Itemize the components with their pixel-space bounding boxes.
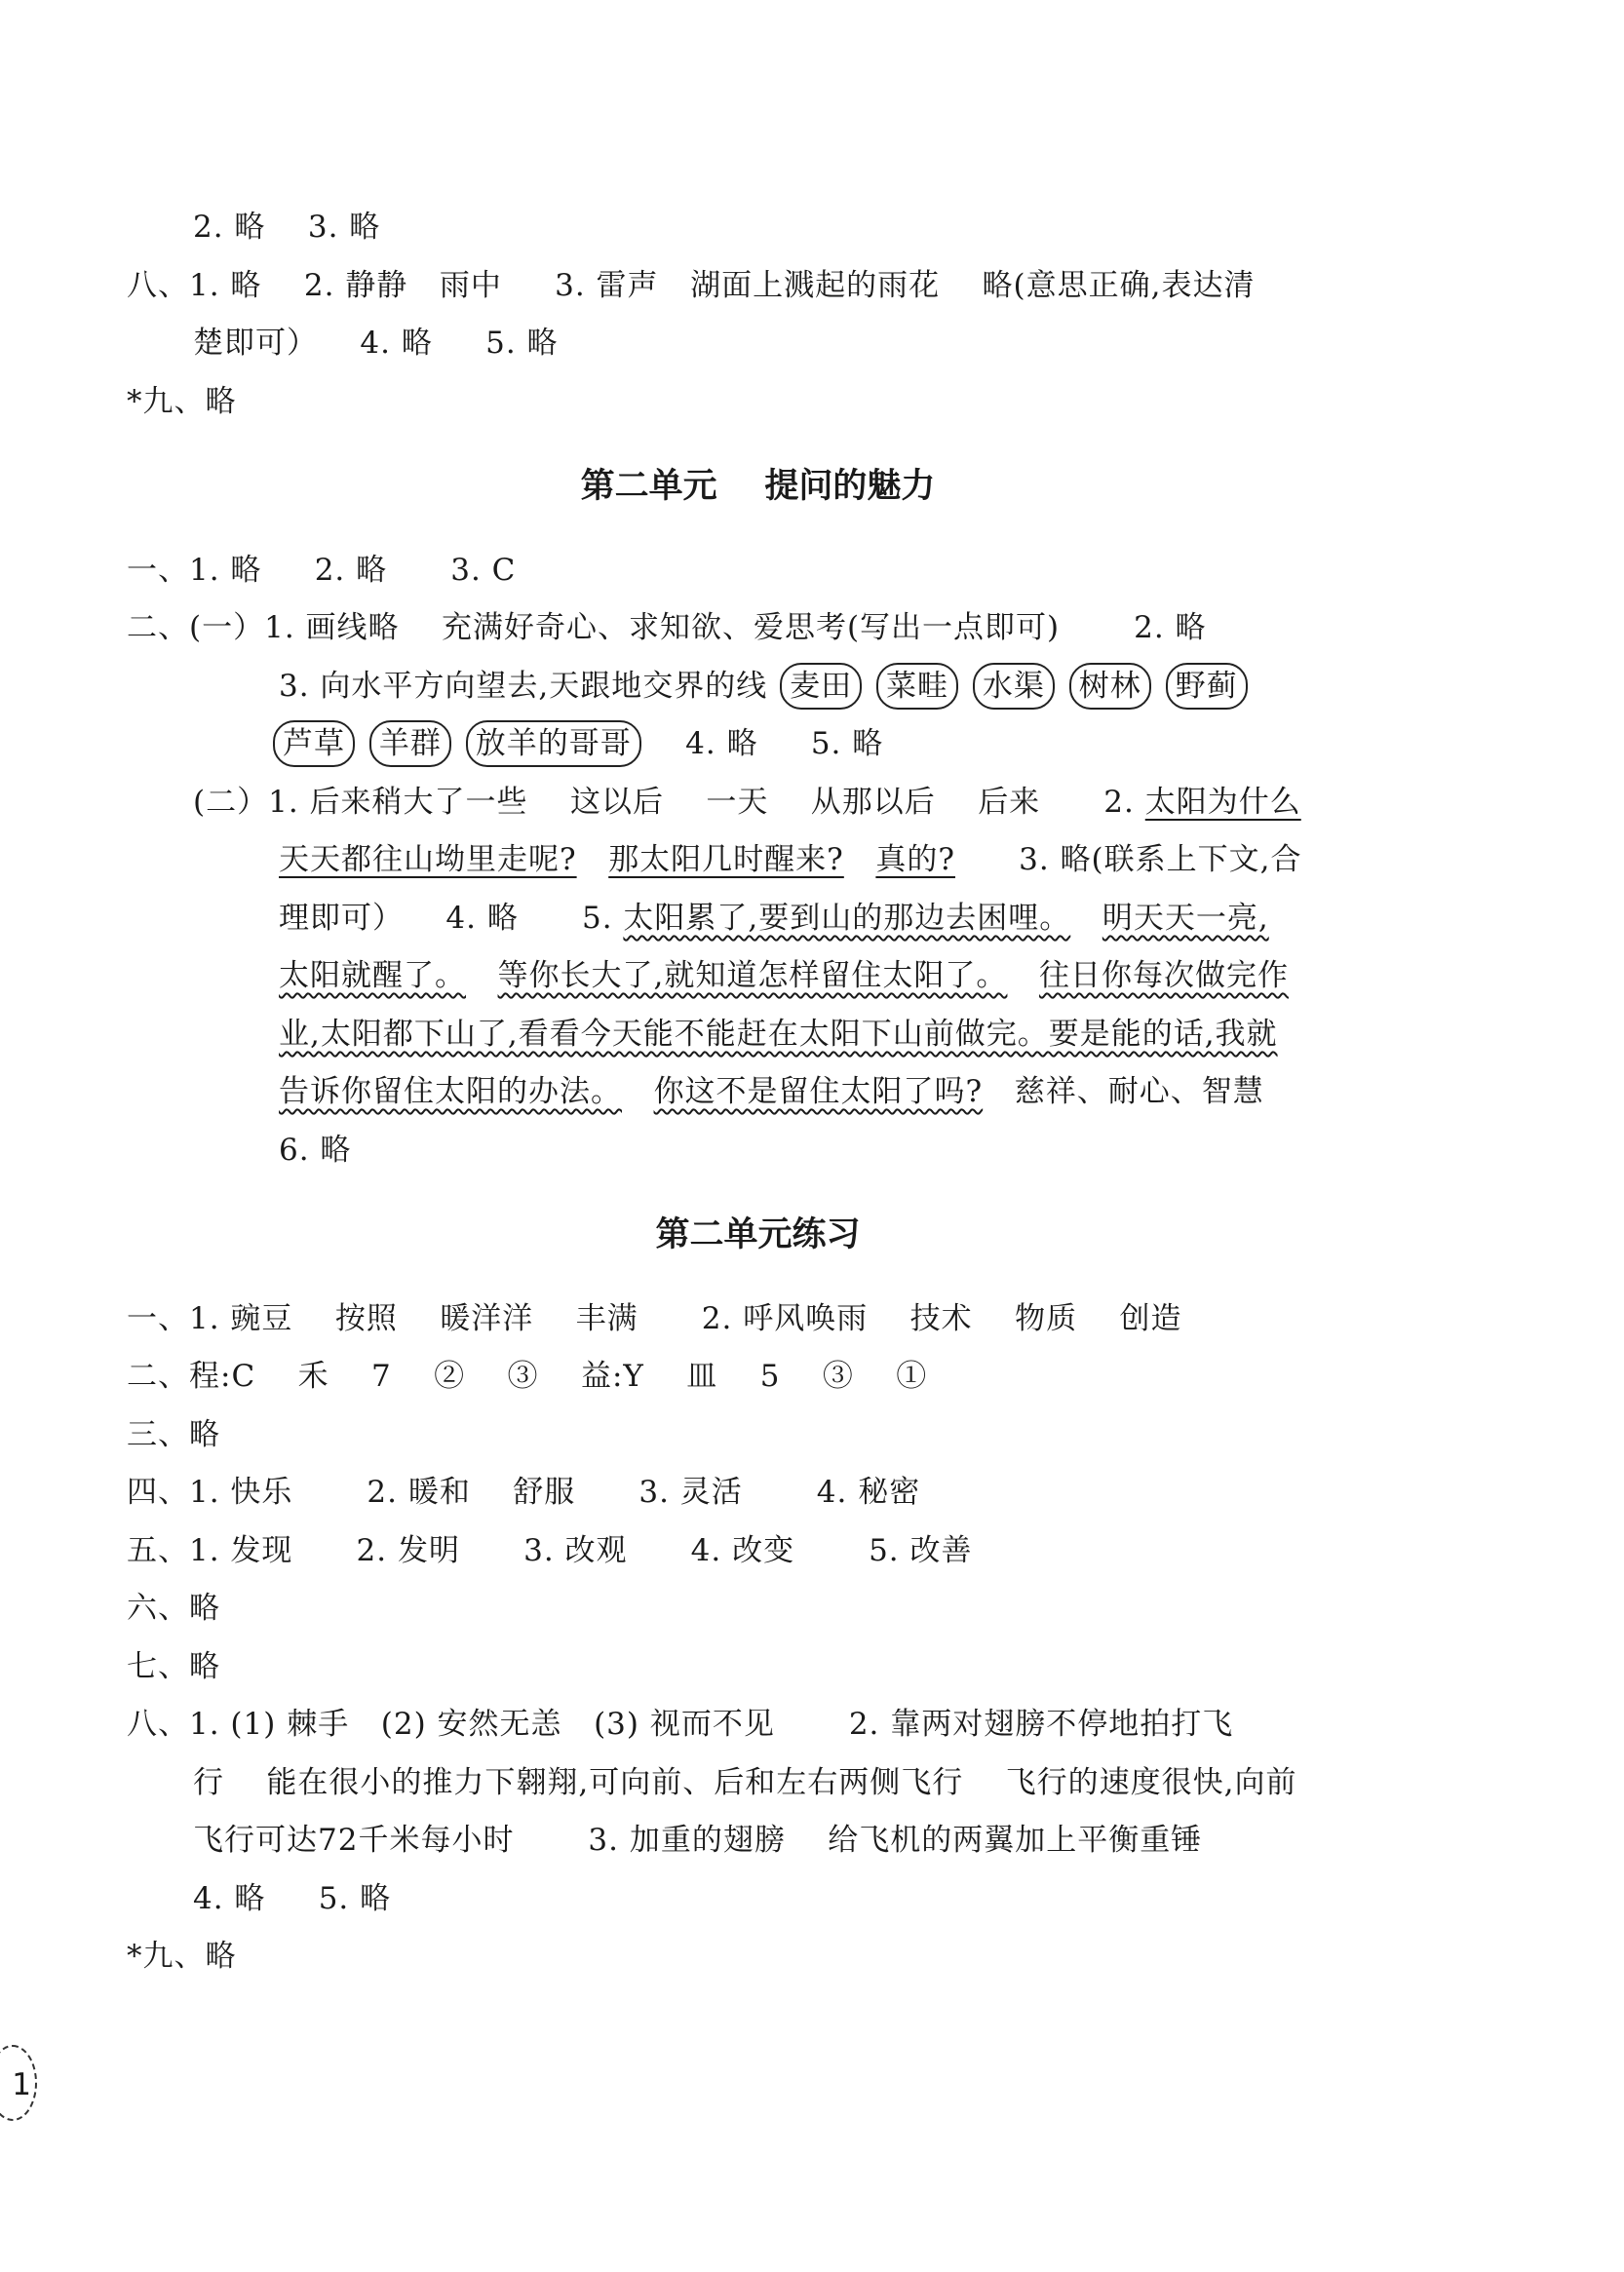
unit2-s2-line-1 [193,774,1301,831]
practice-line-8: 八、1. (1) 棘手 (2) 安然无恙 (3) 视而不见 2. 靠两对翅膀不停地拍打飞 [127,1707,1234,1742]
practice-line-1: 一、1. 豌豆 按照 暖洋洋 丰满 2. 呼风唤雨 技术 物质 创造 [127,1301,1182,1336]
unit2-line-1: 一、1. 略 2. 略 3. C [127,553,517,588]
wavy-sentence: 等你长大了,就知道怎样留住太阳了。 [497,958,1008,993]
practice-line-2: 二、程:C 禾 7 ② ③ 益:Y 皿 5 ③ ① [127,1359,928,1394]
s2-prefix: (二）1. 后来稍大了一些 这以后 一天 从那以后 后来 2. [193,785,1145,820]
wavy-sentence: 太阳累了,要到山的那边去困哩。 [623,901,1071,936]
unit2-line-3-text: 3. 向水平方向望去,天跟地交界的线 [279,669,768,704]
wavy-sentence: 业,太阳都下山了,看看今天能不能赶在太阳下山前做完。要是能的话,我就 [279,1017,1278,1052]
unit2-title: 第二单元 提问的魅力 [580,467,936,506]
circled-word: 菜畦 [876,663,958,710]
circled-word: 麦田 [780,663,862,710]
circled-word: 放羊的哥哥 [466,720,641,767]
unit2-s2-line-4 [279,947,1289,1005]
wavy-sentence: 太阳就醒了。 [279,958,466,993]
unit2-s2-line-2 [279,831,1302,889]
wavy-sentence: 告诉你留住太阳的办法。 [279,1074,622,1109]
underlined-question: 太阳为什么 [1144,785,1301,820]
unit2-line-2: 二、(一）1. 画线略 充满好奇心、求知欲、爱思考(写出一点即可) 2. 略 [127,610,1207,645]
practice-line-11: 4. 略 5. 略 [193,1881,392,1916]
underlined-question: 天天都往山坳里走呢? [279,842,577,877]
s2-mid-2: 理即可） 4. 略 5. [279,901,624,936]
underlined-question: 那太阳几时醒来? [608,842,844,877]
unit2-s2-line-3 [279,890,1269,947]
page-number: 1 [0,2045,37,2121]
underlined-question: 真的? [875,842,955,877]
practice-title: 第二单元练习 [655,1215,861,1254]
top-line-1: 2. 略 3. 略 [193,210,381,245]
top-line-4: *九、略 [127,384,237,419]
circled-word: 树林 [1069,663,1151,710]
circled-word: 野蓟 [1166,663,1248,710]
unit2-line-4-text: 4. 略 5. 略 [642,726,884,761]
top-line-3: 楚即可） 4. 略 5. 略 [193,326,559,361]
practice-line-4: 四、1. 快乐 2. 暖和 舒服 3. 灵活 4. 秘密 [127,1475,921,1510]
practice-line-7: 七、略 [127,1649,220,1684]
wavy-sentence: 往日你每次做完作 [1038,958,1289,993]
unit2-s2-line-7: 6. 略 [279,1133,352,1168]
wavy-sentence: 明天天一亮, [1102,901,1269,936]
practice-line-5: 五、1. 发现 2. 发明 3. 改观 4. 改变 5. 改善 [127,1533,973,1568]
practice-line-12: *九、略 [127,1939,237,1974]
wavy-sentence: 你这不是留住太阳了吗? [653,1074,984,1109]
unit2-line-4 [271,715,883,773]
s2-mid-1: 3. 略(联系上下文,合 [955,842,1302,877]
unit2-line-3 [279,658,1250,715]
unit2-s2-line-5 [279,1006,1278,1063]
practice-line-3: 三、略 [127,1417,220,1452]
practice-line-9: 行 能在很小的推力下翱翔,可向前、后和左右两侧飞行 飞行的速度很快,向前 [193,1765,1297,1800]
top-line-2: 八、1. 略 2. 静静 雨中 3. 雷声 湖面上溅起的雨花 略(意思正确,表达清 [127,268,1256,303]
practice-line-6: 六、略 [127,1591,220,1626]
circled-word: 水渠 [973,663,1055,710]
s2-tail: 慈祥、耐心、智慧 [983,1074,1264,1109]
circled-word: 羊群 [369,720,451,767]
circled-word: 芦草 [273,720,355,767]
unit2-s2-line-6 [279,1063,1264,1121]
practice-line-10: 飞行可达72千米每小时 3. 加重的翅膀 给飞机的两翼加上平衡重锤 [193,1823,1203,1858]
